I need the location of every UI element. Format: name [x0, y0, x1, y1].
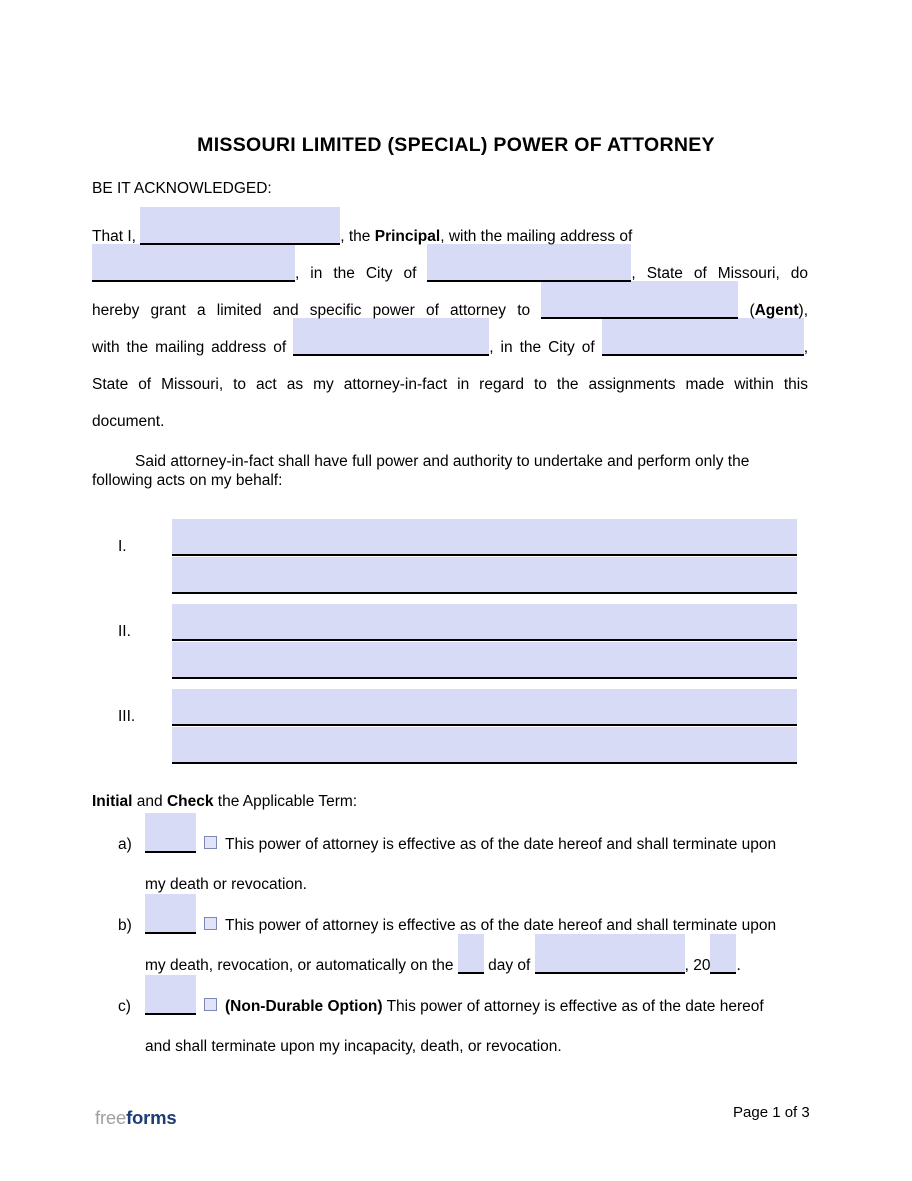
act-1-line-1[interactable] — [172, 519, 797, 556]
powers-intro-paragraph: Said attorney-in-fact shall have full power and authority to undertake and perform only the following acts on my behalf: — [92, 453, 750, 489]
paragraph-line-2 — [92, 255, 808, 292]
terms-heading — [92, 793, 357, 811]
act-section-3 — [172, 689, 797, 765]
termination-day-field[interactable] — [458, 958, 484, 974]
option-c-initials-field[interactable] — [145, 999, 196, 1015]
section-numeral-3: III. — [118, 708, 136, 725]
principal-label: Principal — [374, 228, 441, 245]
agent-label: Agent — [754, 302, 799, 319]
text: , State of Missouri, do — [631, 265, 808, 282]
option-c-line-2 — [145, 1039, 562, 1055]
option-b-line-1 — [118, 917, 776, 934]
initial-word: Initial — [92, 793, 133, 810]
act-2-line-2[interactable] — [172, 642, 797, 679]
acknowledged-heading: BE IT ACKNOWLEDGED: — [92, 180, 272, 197]
option-c-letter: c) — [118, 998, 131, 1015]
option-b-text-continued: my death, revocation, or automatically on the — [145, 957, 454, 974]
act-3-line-2[interactable] — [172, 727, 797, 764]
text: and — [132, 793, 167, 810]
paragraph-line-5 — [92, 366, 808, 403]
agent-address-field[interactable] — [293, 340, 489, 356]
text: ( — [749, 302, 755, 319]
act-2-line-1[interactable] — [172, 604, 797, 641]
option-b-letter: b) — [118, 917, 132, 934]
text: ), — [798, 302, 808, 319]
text: document. — [92, 413, 165, 430]
act-3-line-1[interactable] — [172, 689, 797, 726]
option-c-text: This power of attorney is effective as of the date hereof — [382, 998, 764, 1015]
logo-forms-part: forms — [126, 1107, 177, 1128]
option-b-line-2 — [145, 958, 741, 974]
act-1-line-2[interactable] — [172, 557, 797, 594]
opening-paragraph — [92, 218, 808, 440]
agent-city-field[interactable] — [602, 340, 804, 356]
text: , in the City of — [295, 265, 417, 282]
paragraph-line-6 — [92, 403, 808, 440]
text: That I, — [92, 228, 136, 245]
text: , in the City of — [489, 339, 595, 356]
agent-name-field[interactable] — [541, 303, 738, 319]
page-number: Page 1 of 3 — [733, 1104, 810, 1121]
text: , 20 — [684, 957, 711, 974]
text: , — [803, 339, 809, 356]
paragraph-line-1 — [92, 218, 808, 255]
principal-address-field[interactable] — [92, 266, 295, 282]
text: . — [736, 957, 741, 974]
principal-name-field[interactable] — [140, 229, 340, 245]
option-c-checkbox[interactable] — [204, 998, 217, 1011]
act-section-2 — [172, 604, 797, 680]
paragraph-line-4 — [92, 329, 808, 366]
act-section-1 — [172, 519, 797, 595]
text: day of — [488, 957, 531, 974]
termination-month-field[interactable] — [535, 958, 685, 974]
page-title: MISSOURI LIMITED (SPECIAL) POWER OF ATTORNEY — [197, 134, 715, 156]
section-numeral-1: I. — [118, 538, 127, 555]
text: , with the mailing address of — [440, 228, 633, 245]
text: with the mailing address of — [92, 339, 287, 356]
option-a-initials-field[interactable] — [145, 837, 196, 853]
option-a-text-continued: my death or revocation. — [145, 876, 307, 893]
text: , the — [340, 228, 371, 245]
text: State of Missouri, to act as my attorney-in-fact in regard to the assignments made within this — [92, 376, 808, 393]
option-c-text-continued: and shall terminate upon my incapacity, death, or revocation. — [145, 1038, 562, 1055]
option-a-line-2 — [145, 877, 307, 893]
text: hereby grant a limited and specific power of attorney to — [92, 302, 531, 319]
text: the Applicable Term: — [213, 793, 358, 810]
freeforms-logo — [95, 1107, 177, 1129]
non-durable-label: (Non-Durable Option) — [225, 998, 383, 1015]
option-a-line-1 — [118, 836, 776, 853]
logo-free-part: free — [95, 1107, 127, 1128]
option-c-line-1 — [118, 998, 764, 1015]
option-b-text: This power of attorney is effective as of the date hereof and shall terminate upon — [225, 917, 777, 934]
termination-year-field[interactable] — [710, 958, 736, 974]
check-word: Check — [166, 793, 214, 810]
option-b-checkbox[interactable] — [204, 917, 217, 930]
option-a-checkbox[interactable] — [204, 836, 217, 849]
paragraph-line-3 — [92, 292, 808, 329]
section-numeral-2: II. — [118, 623, 131, 640]
option-b-initials-field[interactable] — [145, 918, 196, 934]
principal-city-field[interactable] — [427, 266, 631, 282]
option-a-letter: a) — [118, 836, 132, 853]
option-a-text: This power of attorney is effective as of the date hereof and shall terminate upon — [225, 836, 777, 853]
